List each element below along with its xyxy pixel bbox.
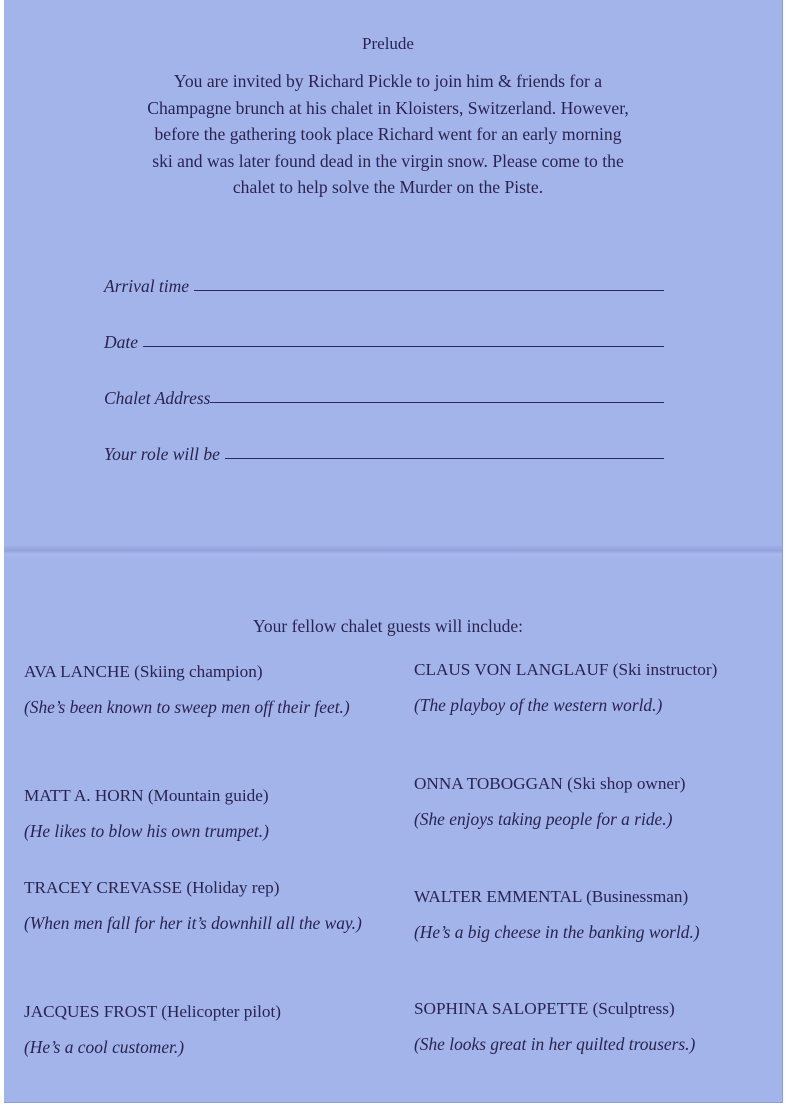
guest-sophina-salopette — [414, 998, 759, 1059]
chalet-address-label: Chalet Address — [104, 388, 211, 408]
guest-desc: (He likes to blow his own trumpet.) — [24, 821, 269, 841]
guest-onna-toboggan — [414, 773, 759, 834]
guest-name: ONNA TOBOGGAN (Ski shop owner) — [414, 774, 686, 793]
guest-name: MATT A. HORN (Mountain guide) — [24, 786, 269, 805]
guest-desc: (He’s a cool customer.) — [24, 1037, 185, 1057]
prelude-line: You are invited by Richard Pickle to join him & friends for a — [173, 71, 603, 91]
arrival-time-line — [194, 290, 664, 291]
chalet-address-line — [210, 402, 664, 403]
date-line — [143, 346, 664, 347]
guest-name: AVA LANCHE (Skiing champion) — [24, 662, 263, 681]
prelude-title: Prelude — [362, 34, 414, 53]
guest-matt-a-horn — [24, 785, 369, 846]
date-field — [104, 328, 664, 352]
guest-name: WALTER EMMENTAL (Businessman) — [414, 887, 689, 906]
guest-desc: (She looks great in her quilted trousers.) — [414, 1034, 696, 1054]
guests-title: Your fellow chalet guests will include: — [253, 616, 523, 636]
role-label: Your role will be — [104, 444, 220, 464]
prelude-line: Champagne brunch at his chalet in Kloisters, Switzerland. However, — [147, 97, 629, 118]
date-label: Date — [104, 332, 139, 352]
guest-name: JACQUES FROST (Helicopter pilot) — [24, 1002, 282, 1021]
guest-claus-von-langlauf — [414, 659, 759, 720]
arrival-time-label: Arrival time — [104, 276, 190, 296]
card-fold — [4, 546, 782, 558]
guest-desc: (She’s been known to sweep men off their feet.) — [24, 697, 350, 717]
role-line — [225, 458, 664, 459]
prelude-text — [4, 68, 772, 201]
guest-name: SOPHINA SALOPETTE (Sculptress) — [414, 999, 675, 1018]
guest-desc: (He’s a big cheese in the banking world.) — [414, 922, 700, 942]
arrival-time-field — [104, 272, 664, 296]
prelude-line: before the gathering took place Richard went for an early morning — [154, 124, 622, 144]
prelude-line: chalet to help solve the Murder on the Piste. — [232, 177, 544, 197]
guest-name: CLAUS VON LANGLAUF (Ski instructor) — [414, 660, 718, 679]
guest-ava-lanche — [24, 661, 369, 722]
guest-desc: (When men fall for her it’s downhill all the way.) — [24, 913, 362, 933]
guest-name: TRACEY CREVASSE (Holiday rep) — [24, 878, 280, 897]
guest-tracey-crevasse — [24, 877, 369, 938]
role-field — [104, 440, 664, 464]
chalet-address-field — [104, 384, 664, 408]
guest-desc: (She enjoys taking people for a ride.) — [414, 809, 673, 829]
prelude-line: ski and was later found dead in the virgin snow. Please come to the — [152, 150, 624, 171]
invitation-card — [4, 0, 783, 1103]
guest-walter-emmental — [414, 886, 759, 947]
guest-jacques-frost — [24, 1001, 369, 1062]
guest-desc: (The playboy of the western world.) — [414, 695, 663, 715]
